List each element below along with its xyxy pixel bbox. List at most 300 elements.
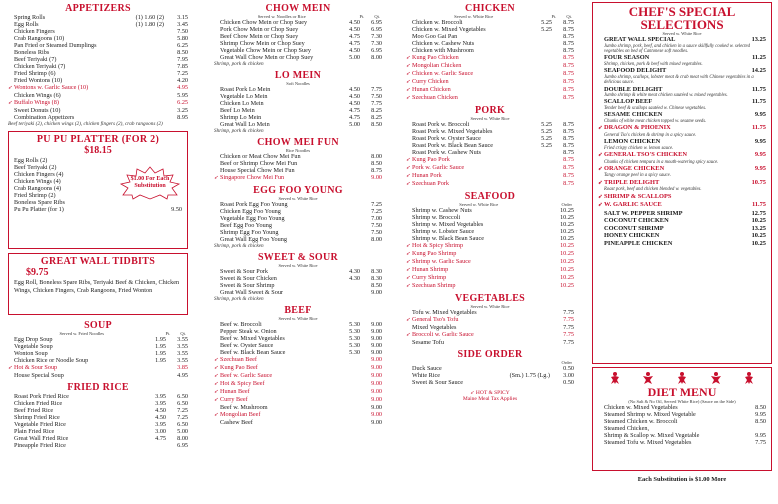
item-price-pt: 4.75 (349, 40, 360, 47)
item-name: Beef w. Black Bean Sauce (220, 349, 286, 356)
hot-mark-icon: ➶ (214, 397, 219, 403)
list-item (214, 380, 382, 388)
tidbits-box (8, 253, 188, 315)
item-price-qt: 8.30 (371, 275, 382, 282)
diet-title: DIET MENU (647, 385, 717, 399)
item-name: Sweet & Sour Sauce (412, 379, 464, 386)
list-item (406, 172, 574, 180)
vegetables-list (406, 309, 574, 346)
item-price-pt: 5.00 (349, 54, 360, 61)
item-price: 10.25 (560, 282, 574, 289)
beef-section: BEEF Served w. White Rice Beef w. Broccoli 5.30 9.00 Pepper Steak w. Onion 5.30 9.00 Beef w. Mixed Vegetables 5.30 9.00 Beef w. Oyster Sauce 5.30 9.00 Beef w. Black Bean Sauce 5.30 9.00 ➶ Szechuan Beef 9.00 ➶ Kung Pao Beef 9.00 ➶ Beef w. Garlic Sauce 9.00 ➶ Hot & Spicy Beef 9.00 ➶ Hunan Beef 9.00 ➶ Curry Beef 9.00 Beef w. Mushroom 9.00 ➶ Mongolian Beef 9.00 Cashew Beef 9.00 (214, 305, 382, 426)
item-name: Curry Shrimp (412, 274, 447, 281)
hot-mark-icon: ➶ (598, 193, 603, 200)
item-price-pt: 1.95 (155, 350, 166, 357)
list-item (8, 350, 188, 357)
list-item (406, 372, 574, 379)
item-price-pt: 1.95 (155, 357, 166, 364)
item-name: Cashew Beef (220, 419, 253, 426)
list-item (406, 250, 574, 258)
item-name: Shrimp w. Lobster Sauce (412, 228, 475, 235)
list-item (214, 275, 382, 282)
list-item (214, 160, 382, 167)
list-item (8, 56, 188, 63)
item-price-pt: 4.50 (349, 100, 360, 107)
list-item (8, 414, 188, 421)
item-price: 8.00 (371, 153, 382, 160)
list-item (8, 357, 188, 364)
item-price: 8.00 (371, 236, 382, 243)
list-item (406, 258, 574, 266)
list-item (8, 49, 188, 56)
side-order-list (406, 365, 574, 386)
hot-mark-icon: ➶ (598, 125, 603, 132)
column-1 (8, 0, 188, 504)
item-price-qt: 8.75 (563, 70, 574, 77)
item-price: 11.75 (751, 124, 766, 132)
item-note: (1) 1.60 (2) (135, 14, 164, 21)
tidbits-desc: Egg Roll, Boneless Spare Ribs, Teriyaki Beef & Chicken, Chicken Wings, Chicken Fingers, Crab Rangoons, Fried Wonton (14, 279, 180, 294)
item-name: Sweet & Sour Shrimp (220, 282, 275, 289)
item-name: Beef w. Garlic Sauce (220, 372, 273, 379)
item-price-qt: 6.50 (177, 393, 188, 400)
item-name: Kung Pao Shrimp (412, 250, 457, 257)
list-item (598, 86, 766, 94)
item-name: Boneless Ribs (14, 49, 50, 56)
item-price: 4.20 (177, 77, 188, 84)
item-name: Szechuan Pork (412, 180, 449, 187)
item-desc: Jumbo shrimp & white meat chicken sautéed w. mixed vegetables. (604, 93, 728, 99)
hot-mark-icon: ➶ (8, 85, 13, 91)
list-item (406, 128, 574, 135)
list-item (406, 86, 574, 94)
item-name: Chicken w. Mixed Vegetables (604, 404, 678, 411)
hot-mark-icon: ➶ (406, 87, 411, 93)
pupu-title: PU PU PLATTER (FOR 2) (36, 134, 160, 145)
item-name: Steamed Chicken w. Broccoli (604, 418, 678, 425)
list-item (8, 35, 188, 42)
item-desc: Roast pork, beef and chicken blended w. vegetables. (604, 187, 702, 193)
item-price-qt: 8.75 (563, 19, 574, 26)
item-name: Vegetable Fried Rice (14, 421, 66, 428)
list-item (598, 418, 766, 425)
list-item (8, 84, 188, 92)
item-price: 12.75 (751, 209, 766, 217)
item-price-qt: 9.00 (371, 388, 382, 395)
figure-icon (709, 371, 723, 385)
item-name: Roast Pork w. Oyster Sauce (412, 135, 481, 142)
item-price-qt: 8.75 (563, 26, 574, 33)
item-price: 10.25 (751, 239, 766, 247)
soup-title: SOUP (84, 320, 112, 331)
list-item (214, 282, 382, 289)
item-desc: Fried crispy chicken w. lemon sauce. (604, 145, 674, 151)
item-price-qt: 7.75 (371, 86, 382, 93)
item-name: Broccoli w. Garlic Sauce (412, 331, 474, 338)
list-item (8, 364, 188, 372)
list-item (8, 42, 188, 49)
hot-mark-icon: ➶ (406, 275, 411, 281)
badge-text: $1.00 For Each Substitution (130, 176, 170, 189)
list-item (598, 54, 766, 62)
list-item (406, 19, 574, 26)
list-item (214, 289, 382, 296)
item-name: COCONUT SHRIMP (604, 224, 664, 232)
item-name: House Special Chow Mei Fun (220, 167, 295, 174)
item-name: ORANGE CHICKEN (604, 164, 665, 172)
item-price-qt: 8.75 (563, 40, 574, 47)
item-price: 10.25 (560, 207, 574, 214)
item-name: TRIPLE DELIGHT (604, 178, 660, 186)
item-price-qt: 5.00 (177, 428, 188, 435)
hot-mark-icon: ➶ (8, 365, 13, 371)
item-price-pt: 5.25 (541, 26, 552, 33)
item-price-qt: 7.75 (371, 100, 382, 107)
hot-mark-icon: ➶ (214, 365, 219, 371)
list-item (406, 316, 574, 324)
list-item (8, 407, 188, 414)
list-item (8, 99, 188, 107)
item-price: 7.75 (755, 439, 766, 446)
item-name: Roast Pork Fried Rice (14, 393, 69, 400)
item-name: Sweet & Sour Chicken (220, 275, 277, 282)
item-name: Beef Chow Mein or Chop Suey (220, 33, 299, 40)
substitution-footer: Each Substitution is $1.00 More (637, 476, 727, 483)
appetizers-title: APPETIZERS (65, 3, 131, 14)
hot-mark-icon: ➶ (214, 381, 219, 387)
item-name: Beef or Shrimp Chow Mei Fun (220, 160, 298, 167)
item-price-pt: 5.00 (349, 121, 360, 128)
item-price: 10.25 (560, 250, 574, 257)
list-item (214, 174, 382, 182)
item-price-qt: 8.75 (563, 47, 574, 54)
list-item (14, 199, 182, 206)
list-item (214, 201, 382, 208)
substitution-badge (117, 166, 183, 200)
item-name: Vegetable Lo Mein (220, 93, 268, 100)
side-order-section: SIDE ORDER Order Duck Sauce 0.50 White Rice (Sm.) 1.75 (Lg.) 3.00 Sweet & Sour Sauce 0.50 ➶ HOT & SPICY Maine Meal Tax Applies (406, 349, 574, 402)
hot-mark-icon: ➶ (214, 389, 219, 395)
item-price: 7.85 (177, 63, 188, 70)
item-price-qt: 9.00 (371, 364, 382, 371)
item-price: 13.25 (751, 224, 766, 232)
list-item (406, 94, 574, 102)
item-name: Chicken Rice or Noodle Soup (14, 357, 89, 364)
item-name: Great Wall Fried Rice (14, 435, 69, 442)
item-name: Roast Pork w. Cashew Nuts (412, 149, 481, 156)
item-name: Combination Appetizers (14, 114, 75, 121)
item-name: Shrimp w. Mixed Vegetables (412, 221, 484, 228)
list-item (8, 14, 188, 21)
item-name: Sweet & Sour Pork (220, 268, 268, 275)
item-name: Steamed Chicken, (604, 425, 650, 432)
item-price: 9.95 (754, 164, 766, 172)
hot-mark-icon: ➶ (470, 391, 475, 396)
list-item (598, 201, 766, 210)
item-price-pt: 5.25 (541, 121, 552, 128)
hot-mark-icon: ➶ (598, 152, 603, 159)
list-item (8, 114, 188, 121)
list-item (598, 210, 766, 218)
item-price: 10.25 (560, 242, 574, 249)
seafood-section: SEAFOOD Served w. White Rice Order Shrimp w. Cashew Nuts 10.25 Shrimp w. Broccoli 10.25 Shrimp w. Mixed Vegetables 10.25 Shrimp w. Lobster Sauce 10.25 Shrimp w. Black Bean Sauce 10.25 ➶ Hot & Spicy Shrimp 10.25 ➶ Kung Pao Shrimp 10.25 ➶ Shrimp w. Garlic Sauce 10.25 ➶ Hunan Shrimp 10.25 ➶ Curry Shrimp 10.25 ➶ Szechuan Shrimp 10.25 (406, 191, 574, 289)
item-name: Pan Fried or Steamed Dumplings (14, 42, 97, 49)
list-item (8, 70, 188, 77)
item-name: Hunan Shrimp (412, 266, 449, 273)
egg-foo-young-section: EGG FOO YOUNG Served w. White Rice Roast Pork Egg Foo Young 7.25 Chicken Egg Foo Young 7.25 Vegetable Egg Foo Young 7.00 Beef Egg Foo Young 7.50 Shrimp Egg Foo Young 7.50 Great Wall Egg Foo Young 8.00 Shrimp, pork & chicken (214, 185, 382, 249)
hot-mark-icon: ➶ (406, 157, 411, 163)
item-price: 9.95 (754, 138, 766, 146)
item-price: 6.25 (177, 42, 188, 49)
list-item (14, 206, 182, 213)
item-price-qt: 8.75 (563, 164, 574, 171)
column-4 (592, 0, 772, 504)
item-price-pt: 5.30 (349, 349, 360, 356)
item-price: 13.25 (751, 36, 766, 43)
item-name: Steamed Tofu w. Mixed Vegetables (604, 439, 692, 446)
item-price-qt: 8.75 (563, 54, 574, 61)
hot-mark-icon: ➶ (406, 332, 411, 338)
item-price-pt: 4.30 (349, 268, 360, 275)
item-price: 7.25 (371, 201, 382, 208)
item-price: 8.95 (177, 114, 188, 121)
list-item (406, 40, 574, 47)
hot-mark-icon: ➶ (406, 71, 411, 77)
item-price: 3.45 (177, 21, 188, 28)
list-item (406, 221, 574, 228)
list-item (8, 107, 188, 114)
appetizers-note: Beef teriyaki (2), chicken wings (2), chicken fingers (2), crab rangoons (2) (8, 121, 163, 127)
item-price-qt: 8.75 (563, 149, 574, 156)
list-item (598, 232, 766, 240)
item-name: SESAME CHICKEN (604, 111, 663, 119)
item-price: 7.25 (177, 70, 188, 77)
appetizers-section (8, 3, 188, 127)
item-price: 10.25 (560, 228, 574, 235)
item-name: Egg Drop Soup (14, 336, 53, 343)
item-price-pt: 5.25 (541, 19, 552, 26)
item-price-qt: 8.75 (563, 156, 574, 163)
item-price: 10.25 (560, 214, 574, 221)
hot-mark-icon: ➶ (598, 165, 603, 172)
item-name: General Tso's Tofu (412, 316, 459, 323)
item-name: FOUR SEASON (604, 54, 650, 62)
item-name: Shrimp w. Broccoli (412, 214, 461, 221)
list-item (214, 215, 382, 222)
list-item (406, 365, 574, 372)
figure-icon (641, 371, 655, 385)
hot-mark-icon: ➶ (406, 79, 411, 85)
item-name: Singapore Chow Mei Fun (220, 174, 285, 181)
item-price: 9.00 (371, 174, 382, 181)
item-name: Hot & Sour Soup (14, 364, 58, 371)
chicken-section: CHICKEN Served w. White Rice Pt. Qt. Chicken w. Broccoli 5.25 8.75 Chicken w. Mixed Vegetables 5.25 8.75 Moo Goo Gai Pan 8.75 Chicken w. Cashew Nuts 8.75 Chicken with Mushroom 8.75 ➶ Kung Pao Chicken 8.75 ➶ Mongolian Chicken 8.75 ➶ Chicken w. Garlic Sauce 8.75 ➶ Curry Chicken 8.75 ➶ Hunan Chicken 8.75 ➶ Szechuan Chicken 8.75 (406, 3, 574, 101)
item-price-qt: 3.55 (177, 350, 188, 357)
item-price-qt: 9.00 (371, 321, 382, 328)
item-name: Roast Pork Lo Mein (220, 86, 271, 93)
list-item (214, 349, 382, 356)
item-price: 8.50 (371, 160, 382, 167)
item-price: 10.25 (560, 266, 574, 273)
item-name: Sesame Tofu (412, 339, 444, 346)
item-price-pt: 1.95 (155, 343, 166, 350)
item-name: Szechuan Shrimp (412, 282, 456, 289)
list-item (598, 217, 766, 225)
chefs-title-2: SELECTIONS (640, 17, 724, 32)
list-item (8, 63, 188, 70)
item-price: 0.50 (563, 379, 574, 386)
item-price: 7.75 (563, 331, 574, 338)
figure-icon (675, 371, 689, 385)
item-name: Beef Teriyaki (2) (14, 164, 57, 171)
item-price: 10.25 (560, 274, 574, 281)
list-item (214, 107, 382, 114)
item-price: 14.25 (751, 67, 766, 75)
item-price-qt: 7.50 (371, 93, 382, 100)
figure-icon (608, 371, 622, 385)
item-price-qt: 9.00 (371, 404, 382, 411)
item-price-pt: 3.00 (155, 428, 166, 435)
item-price-qt: 8.75 (563, 128, 574, 135)
item-name: Beef Egg Foo Young (220, 222, 272, 229)
chefs-list (598, 36, 766, 247)
list-item (406, 26, 574, 33)
item-name: SCALLOP BEEF (604, 98, 653, 106)
item-name: GREAT WALL SPECIAL (604, 36, 676, 43)
item-name: Sweet Donuts (10) (14, 107, 61, 114)
item-price-pt: 4.50 (349, 26, 360, 33)
item-price-pt: 4.75 (155, 435, 166, 442)
list-item (14, 157, 182, 164)
item-price-qt: 9.00 (371, 342, 382, 349)
list-item (214, 335, 382, 342)
item-price-pt: 4.50 (349, 86, 360, 93)
item-price-pt: 3.95 (155, 421, 166, 428)
list-item (598, 240, 766, 248)
list-item (8, 28, 188, 35)
item-name: Chicken w. Mixed Vegetables (412, 26, 486, 33)
figure-icon (742, 371, 756, 385)
item-price-pt: 4.75 (349, 114, 360, 121)
list-item (598, 124, 766, 133)
item-name: Chicken Fried Rice (14, 400, 63, 407)
item-price: 3.15 (177, 14, 188, 21)
list-item (214, 54, 382, 61)
hot-mark-icon: ➶ (406, 283, 411, 289)
list-item (406, 274, 574, 282)
item-name: Chicken Egg Foo Young (220, 208, 281, 215)
item-desc: Chunks of chicken tempura in a mouth-watering spicy sauce. (604, 159, 719, 165)
list-item (8, 442, 188, 449)
list-item (406, 324, 574, 331)
item-name: Mongolian Beef (220, 411, 261, 418)
item-name: Duck Sauce (412, 365, 442, 372)
beef-list (214, 321, 382, 426)
hot-mark-icon: ➶ (214, 357, 219, 363)
list-item (8, 77, 188, 84)
item-price: 10.25 (560, 258, 574, 265)
list-item (406, 54, 574, 62)
list-item (598, 98, 766, 106)
item-price: 10.25 (751, 217, 766, 225)
pupu-single-price: 9.50 (171, 206, 182, 213)
item-price-pt: 4.75 (349, 33, 360, 40)
seafood-list (406, 207, 574, 290)
chow-mein-section: CHOW MEIN Served w. Noodles or Rice Pt. Qt. Chicken Chow Mein or Chop Suey 4.50 6.95 Pork Chow Mein or Chop Suey 4.50 6.95 Beef Chow Mein or Chop Suey 4.75 7.30 Shrimp Chow Mein or Chop Suey 4.75 7.30 Vegetable Chow Mein or Chop Suey 4.50 6.95 Great Wall Chow Mein or Chop Suey 5.00 8.00 Shrimp, pork & chicken (214, 3, 382, 67)
hot-mark-icon: ➶ (214, 373, 219, 379)
list-item (406, 235, 574, 242)
item-price-qt: 8.75 (563, 94, 574, 101)
item-price: 3.00 (563, 372, 574, 379)
item-name: COCONUT CHICKEN (604, 217, 669, 225)
list-item (406, 282, 574, 290)
item-name: Beef Fried Rice (14, 407, 54, 414)
list-item (214, 153, 382, 160)
item-name: Egg Rolls (2) (14, 157, 48, 164)
item-name: SEAFOOD DELIGHT (604, 67, 667, 75)
list-item (214, 26, 382, 33)
hot-spicy-label: HOT & SPICY (475, 390, 510, 396)
list-item (214, 114, 382, 121)
item-price: 10.25 (560, 221, 574, 228)
item-name: Shrimp w. Black Bean Sauce (412, 235, 484, 242)
item-name: Chicken Wings (4) (14, 178, 61, 185)
appetizers-list (8, 14, 188, 121)
hot-mark-icon: ➶ (598, 202, 603, 209)
item-price-qt: 9.00 (371, 289, 382, 296)
item-price-qt: 3.85 (177, 364, 188, 371)
item-price-qt: 9.00 (371, 372, 382, 379)
list-item (214, 222, 382, 229)
soup-header: Served w. Fried Noodles Pt. Qt. (8, 331, 188, 336)
list-item (598, 151, 766, 160)
item-name: W. GARLIC SAUCE (604, 201, 662, 209)
item-price-qt: 9.00 (371, 349, 382, 356)
item-price: 8.50 (755, 404, 766, 411)
item-price: 0.50 (563, 365, 574, 372)
pork-section: PORK Served w. White Rice Roast Pork w. Broccoli 5.25 8.75 Roast Pork w. Mixed Vegetables 5.25 8.75 Roast Pork w. Oyster Sauce 5.25 8.75 Roast Pork w. Black Bean Sauce 5.25 8.75 Roast Pork w. Cashew Nuts 8.75 ➶ Kung Pao Pork 8.75 ➶ Pork w. Garlic Sauce 8.75 ➶ Hunan Pork 8.75 ➶ Szechuan Pork 8.75 (406, 105, 574, 187)
item-name: Spring Rolls (14, 14, 46, 21)
list-item (406, 309, 574, 316)
item-desc: Tender beef & scallops sautéed w. Chinese vegetables. (604, 105, 707, 111)
item-price-qt: 9.00 (371, 419, 382, 426)
diet-icons (598, 370, 766, 386)
item-name: Crab Rangoons (4) (14, 185, 62, 192)
list-item (598, 165, 766, 174)
item-name: Tofu w. Mixed Vegetables (412, 309, 477, 316)
item-price-pt: 4.50 (349, 93, 360, 100)
item-price-qt: 9.00 (371, 328, 382, 335)
list-item (406, 149, 574, 156)
item-name: DRAGON & PHOENIX (604, 124, 671, 132)
item-name: Szechuan Beef (220, 356, 257, 363)
column-3 (406, 0, 574, 504)
item-price: 9.95 (755, 432, 766, 439)
item-name: Hunan Pork (412, 172, 442, 179)
pupu-platter-box (8, 131, 188, 249)
item-name: Chicken w. Cashew Nuts (412, 40, 475, 47)
item-price-qt: 8.75 (563, 121, 574, 128)
item-price-qt: 8.00 (177, 435, 188, 442)
item-price-pt: 3.95 (155, 393, 166, 400)
item-desc: Shrimp, chicken, pork & beef with mixed vegetables. (604, 61, 703, 67)
item-desc: Tangy orange peel in a spicy sauce. (604, 173, 671, 179)
item-price-pt: 5.25 (541, 135, 552, 142)
item-price: 11.25 (751, 54, 766, 62)
pork-list (406, 121, 574, 188)
fried-rice-title: FRIED RICE (67, 382, 129, 393)
item-name: House Special Soup (14, 372, 64, 379)
